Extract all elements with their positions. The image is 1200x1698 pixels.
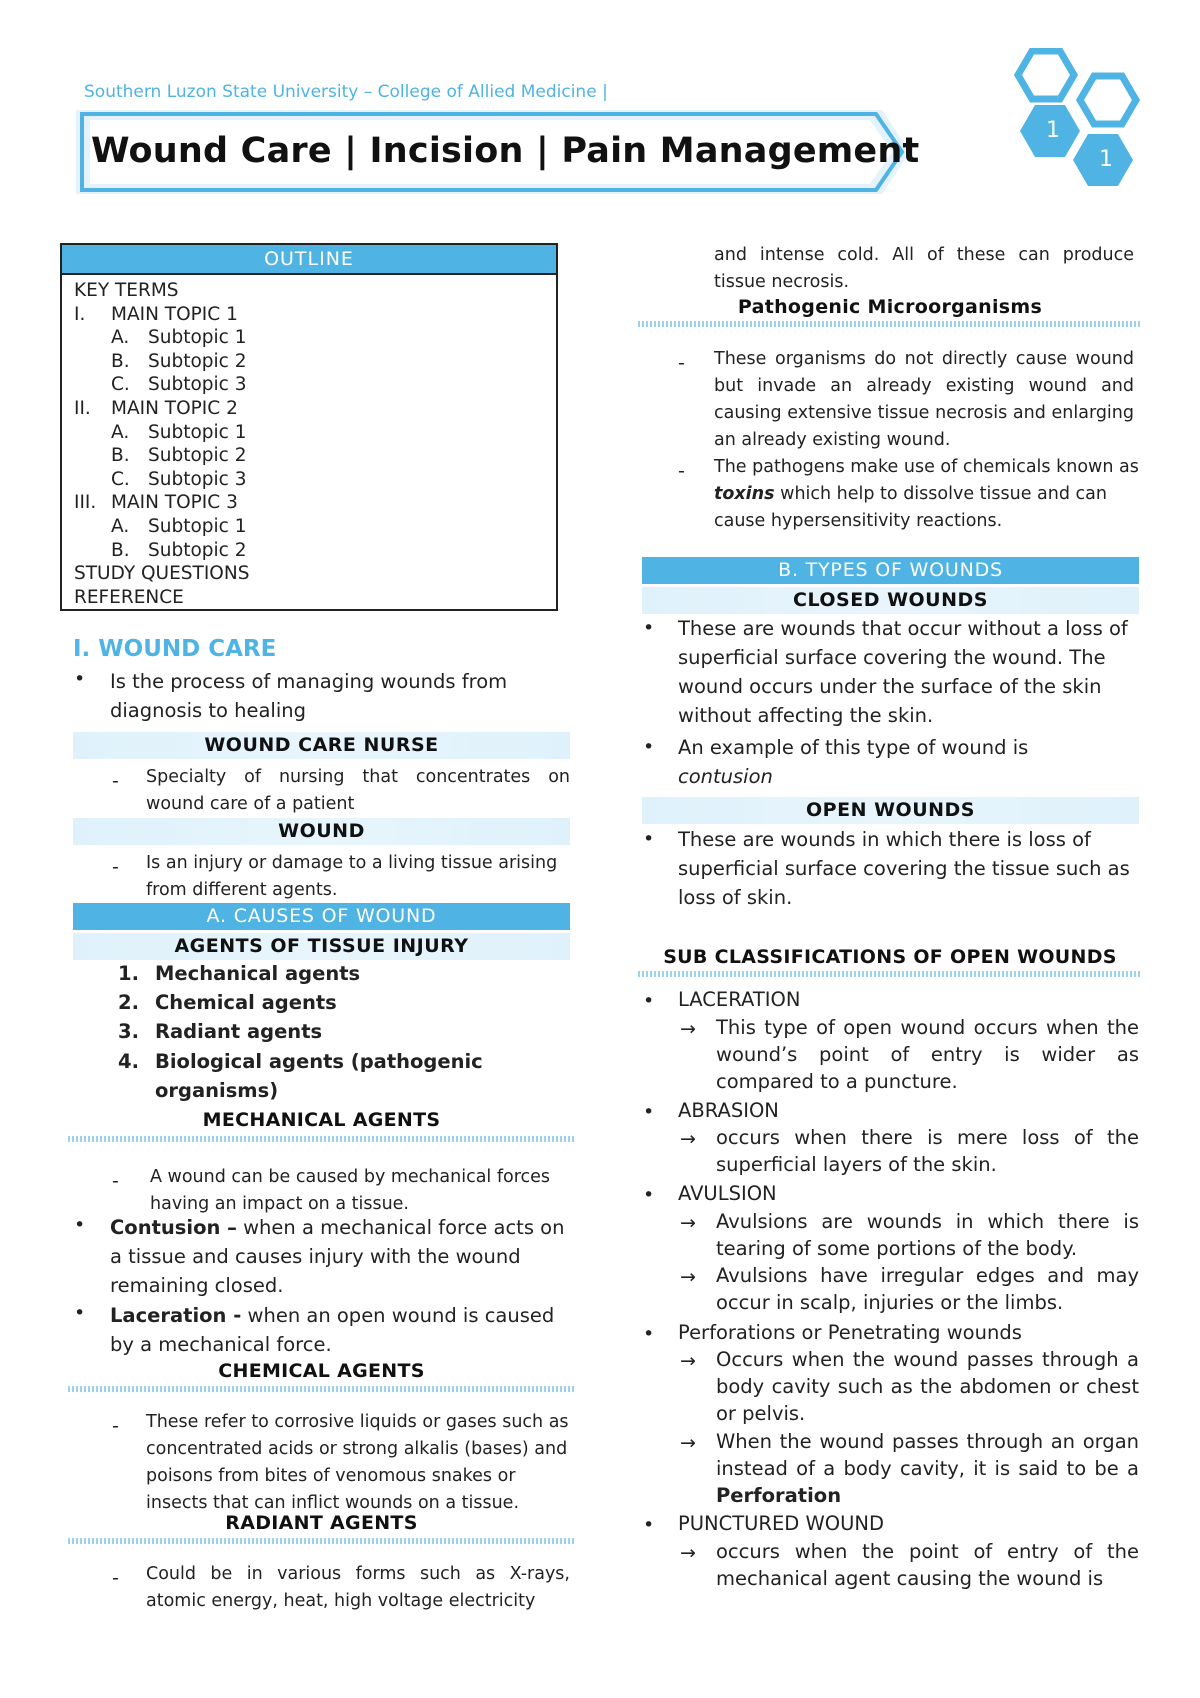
outline-heading: OUTLINE bbox=[62, 245, 556, 275]
section-causes-of-wound: A. CAUSES OF WOUND bbox=[73, 903, 570, 930]
outline-subtopic-num: C. bbox=[111, 468, 130, 490]
outline-topic bbox=[74, 491, 556, 515]
outline-topic-label: MAIN TOPIC 1 bbox=[111, 303, 238, 325]
laceration-label: LACERATION bbox=[678, 988, 801, 1011]
bullet-icon: • bbox=[643, 617, 655, 639]
punctured-wound-label: PUNCTURED WOUND bbox=[678, 1512, 885, 1535]
subheading-mechanical-agents: MECHANICAL AGENTS bbox=[202, 1109, 441, 1131]
radiant-agents-continued: and intense cold. All of these can produce tissue necrosis. bbox=[714, 245, 1134, 292]
section-types-of-wounds: B. TYPES OF WOUNDS bbox=[642, 557, 1139, 584]
punctured-wound-description: occurs when the point of entry of the mechanical agent causing the wound is bbox=[716, 1540, 1139, 1590]
chemical-agents-definition: These refer to corrosive liquids or gases such as concentrated acids or strong alkalis (bases) and poisons from bites of venomous snakes or insects that can inflict wounds on a tissue. bbox=[146, 1412, 569, 1513]
outline-subtopic-num: B. bbox=[111, 350, 130, 372]
outline-subtopic-num: B. bbox=[111, 445, 130, 467]
closed-wounds-point-2 bbox=[678, 733, 1058, 791]
agent-number: 1. bbox=[118, 962, 139, 985]
agent-number: 3. bbox=[118, 1020, 139, 1043]
outline-subtopic-label: Subtopic 1 bbox=[148, 515, 247, 537]
laceration-text: when an open wound is caused by a mechanical force. bbox=[110, 1304, 555, 1356]
outline-subtopic-num: C. bbox=[111, 374, 130, 396]
subheading-open-wounds: OPEN WOUNDS bbox=[642, 797, 1139, 824]
bullet-icon: • bbox=[643, 1514, 655, 1536]
bullet-icon: • bbox=[643, 828, 655, 850]
laceration-description: This type of open wound occurs when the wound’s point of entry is wider as compared to a puncture. bbox=[716, 1016, 1139, 1093]
avulsion-description-1: Avulsions are wounds in which there is tearing of some portions of the body. bbox=[716, 1210, 1139, 1260]
pathogens-point-2 bbox=[714, 454, 1140, 535]
radiant-agents-definition: Could be in various forms such as X-rays, atomic energy, heat, high voltage electricity bbox=[146, 1564, 570, 1611]
bullet-icon: • bbox=[643, 1101, 655, 1123]
university-header: Southern Luzon State University – College of Allied Medicine | bbox=[84, 82, 608, 102]
arrow-right-icon: → bbox=[680, 1350, 696, 1372]
dash-marker: - bbox=[112, 1567, 119, 1589]
dotted-divider bbox=[68, 1386, 574, 1392]
outline-subtopic-label: Subtopic 3 bbox=[148, 374, 247, 396]
bullet-icon: • bbox=[643, 1323, 655, 1345]
dash-marker: - bbox=[112, 1415, 119, 1437]
arrow-right-icon: → bbox=[680, 1266, 696, 1288]
agent-label: Mechanical agents bbox=[155, 962, 361, 985]
outline-topic-num: II. bbox=[74, 397, 91, 419]
subheading-closed-wounds: CLOSED WOUNDS bbox=[642, 587, 1139, 614]
arrow-right-icon: → bbox=[680, 1432, 696, 1454]
agent-number: 4. bbox=[118, 1050, 139, 1073]
wound-care-definition: Is the process of managing wounds from diagnosis to healing bbox=[110, 670, 508, 722]
subheading-agents-of-tissue-injury: AGENTS OF TISSUE INJURY bbox=[73, 933, 570, 960]
pathogens-point-1: These organisms do not directly cause wound but invade an already existing wound and causing extensive tissue necrosis and enlarging an already existing wound. bbox=[714, 349, 1134, 450]
mechanical-agents-definition: A wound can be caused by mechanical forces having an impact on a tissue. bbox=[150, 1167, 551, 1214]
outline-topic-num: III. bbox=[74, 492, 97, 514]
closed-wounds-example-text: An example of this type of wound is bbox=[678, 736, 1029, 759]
dash-marker: - bbox=[112, 856, 119, 878]
outline-subtopic-label: Subtopic 1 bbox=[148, 421, 247, 443]
outline-subtopic bbox=[74, 373, 556, 397]
subheading-pathogenic-microorganisms: Pathogenic Microorganisms bbox=[737, 296, 1043, 318]
contusion-text: when a mechanical force acts on a tissue and causes injury with the wound remaining closed. bbox=[110, 1216, 565, 1297]
outline-subtopic bbox=[74, 421, 556, 445]
open-wounds-point-1: These are wounds in which there is loss of superficial surface covering the tissue such as loss of skin. bbox=[678, 828, 1130, 909]
dotted-divider bbox=[68, 1136, 574, 1142]
outline-topic-label: MAIN TOPIC 2 bbox=[111, 397, 238, 419]
outline-subtopic-num: B. bbox=[111, 539, 130, 561]
outline-subtopic bbox=[74, 468, 556, 492]
subheading-wound-care-nurse: WOUND CARE NURSE bbox=[73, 732, 570, 759]
dash-marker: - bbox=[112, 1170, 119, 1192]
outline-subtopic bbox=[74, 515, 556, 539]
contusion-term: Contusion – bbox=[110, 1216, 237, 1239]
outline-subtopic-label: Subtopic 2 bbox=[148, 539, 247, 561]
abrasion-label: ABRASION bbox=[678, 1099, 779, 1122]
hexagon-logo bbox=[1010, 48, 1160, 198]
bullet-icon: • bbox=[643, 736, 655, 758]
abrasion-description: occurs when there is mere loss of the superficial layers of the skin. bbox=[716, 1126, 1139, 1176]
bullet-icon: • bbox=[643, 990, 655, 1012]
outline-subtopic-num: A. bbox=[111, 421, 130, 443]
perforation-description-2 bbox=[716, 1428, 1139, 1509]
outline-subtopic bbox=[74, 539, 556, 563]
laceration-term: Laceration - bbox=[110, 1304, 242, 1327]
perforation-label: Perforations or Penetrating wounds bbox=[678, 1321, 1022, 1344]
outline-topic-label: MAIN TOPIC 3 bbox=[111, 492, 238, 514]
outline-subtopic-label: Subtopic 2 bbox=[148, 445, 247, 467]
outline-subtopic bbox=[74, 326, 556, 350]
pathogens-text-b: which help to dissolve tissue and can cause hypersensitivity reactions. bbox=[714, 484, 1107, 531]
arrow-right-icon: → bbox=[680, 1542, 696, 1564]
dotted-divider bbox=[638, 971, 1142, 977]
outline-reference: REFERENCE bbox=[74, 586, 184, 608]
wound-definition: Is an injury or damage to a living tissue arising from different agents. bbox=[146, 853, 558, 900]
hex-number-1: 1 bbox=[1046, 118, 1060, 143]
agent-label: Chemical agents bbox=[155, 991, 337, 1014]
contusion-example-term: contusion bbox=[678, 765, 773, 788]
dash-marker: - bbox=[678, 460, 685, 482]
toxins-term: toxins bbox=[714, 484, 775, 504]
outline-subtopic-label: Subtopic 2 bbox=[148, 350, 247, 372]
outline-topic bbox=[74, 303, 556, 327]
agent-label: Biological agents (pathogenic organisms) bbox=[155, 1050, 483, 1102]
agent-number: 2. bbox=[118, 991, 139, 1014]
outline-subtopic-label: Subtopic 3 bbox=[148, 468, 247, 490]
section-title-wound-care: I. WOUND CARE bbox=[73, 636, 277, 662]
outline-topic-num: I. bbox=[74, 303, 86, 325]
hex-number-2: 1 bbox=[1099, 147, 1113, 172]
avulsion-label: AVULSION bbox=[678, 1182, 777, 1205]
bullet-icon: • bbox=[643, 1184, 655, 1206]
bullet-icon: • bbox=[74, 1302, 86, 1324]
bullet-icon: • bbox=[74, 668, 86, 690]
laceration-definition bbox=[110, 1301, 570, 1359]
outline-subtopic-num: A. bbox=[111, 515, 130, 537]
outline-box bbox=[60, 243, 558, 611]
dash-marker: - bbox=[678, 352, 685, 374]
document-title: Wound Care | Incision | Pain Management bbox=[91, 131, 920, 171]
arrow-right-icon: → bbox=[680, 1212, 696, 1234]
subheading-chemical-agents: CHEMICAL AGENTS bbox=[218, 1360, 425, 1382]
outline-subtopic-num: A. bbox=[111, 327, 130, 349]
arrow-right-icon: → bbox=[680, 1128, 696, 1150]
outline-list bbox=[62, 275, 556, 609]
arrow-right-icon: → bbox=[680, 1018, 696, 1040]
outline-subtopic-label: Subtopic 1 bbox=[148, 327, 247, 349]
contusion-definition bbox=[110, 1213, 570, 1300]
perforation-term: Perforation bbox=[716, 1484, 842, 1507]
subheading-wound: WOUND bbox=[73, 818, 570, 845]
pathogens-text-a: The pathogens make use of chemicals known as bbox=[714, 457, 1139, 477]
avulsion-description-2: Avulsions have irregular edges and may occur in scalp, injuries or the limbs. bbox=[716, 1264, 1139, 1314]
outline-key-terms: KEY TERMS bbox=[74, 280, 179, 301]
dash-marker: - bbox=[112, 770, 119, 792]
wound-care-nurse-definition: Specialty of nursing that concentrates on wound care of a patient bbox=[146, 767, 570, 814]
subheading-sub-classifications: SUB CLASSIFICATIONS OF OPEN WOUNDS bbox=[663, 946, 1117, 968]
closed-wounds-point-1: These are wounds that occur without a loss of superficial surface covering the wound. The wound occurs under the surface of the skin without affecting the skin. bbox=[678, 617, 1128, 727]
outline-topic bbox=[74, 397, 556, 421]
outline-subtopic bbox=[74, 444, 556, 468]
outline-study-questions: STUDY QUESTIONS bbox=[74, 563, 250, 585]
subheading-radiant-agents: RADIANT AGENTS bbox=[225, 1512, 418, 1534]
dotted-divider bbox=[68, 1538, 574, 1544]
agent-label: Radiant agents bbox=[155, 1020, 323, 1043]
bullet-icon: • bbox=[74, 1214, 86, 1236]
perforation-text: When the wound passes through an organ instead of a body cavity, it is said to be a bbox=[716, 1430, 1139, 1480]
outline-subtopic bbox=[74, 350, 556, 374]
perforation-description-1: Occurs when the wound passes through a body cavity such as the abdomen or chest or pelvis. bbox=[716, 1348, 1139, 1425]
dotted-divider bbox=[638, 321, 1142, 327]
